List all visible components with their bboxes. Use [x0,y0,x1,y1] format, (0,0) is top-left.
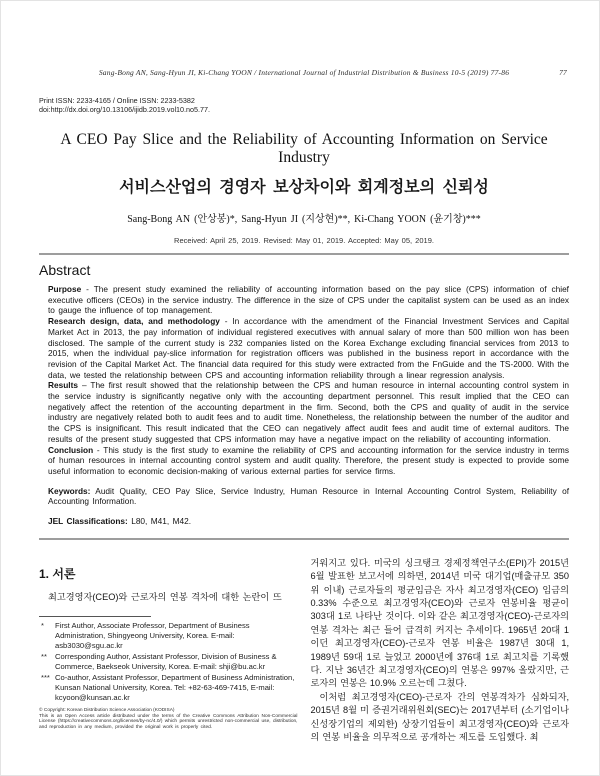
paragraph-text: - The present study examined the reliability of accounting information based on the pay slice (CPS) information of chief executive officers (CEOs) in the service industry. The difference in the size of CPS under the capitalist system can be used as an index to gauge the influence of top management. [48,284,569,316]
abstract-paragraph-conclusion [48,445,569,477]
page-header [39,68,569,77]
article-title-ko: 서비스산업의 경영자 보상차이와 회계정보의 신뢰성 [119,179,489,196]
abstract-heading: Abstract [39,262,91,278]
issn-block [39,96,569,114]
divider-abstract-bottom [39,538,569,540]
divider-top [39,253,569,255]
right-column [311,557,570,745]
authors-line: Sang-Bong AN (안상봉)*, Sang-Hyun JI (지상현)**, Ki-Chang YOON (윤기창)*** [127,214,481,225]
article-title-en: A CEO Pay Slice and the Reliability of Accounting Information on Service Industry [60,131,548,166]
section-1-heading: 1. 서론 [39,566,76,581]
jel-label: JEL Classifications: [48,516,128,527]
copyright-notice [39,708,298,730]
paragraph-text: - This study is the first study to examine the reliability of CPS and accounting information for the service industry in terms of human resources in internal accounting control system and audit quality. Therefore, the present study is expected to provide some useful information to economic decision-making of various external parties for service firms. [48,444,569,476]
paragraph-text: – The first result showed that the relationship between the CPS and human resource in internal accounting control system in the service industry is significantly negative only with the accounting department personnel. This result implied that the CEO can negatively affect the retention of the accounting department in the firm. Second, both the CPS and quality of audit in the service industry are negatively related both to audit fees and to audit time. Nonetheless, the relationship between the number of the auditor and the CPS is insignificant. This result indicated that the CEO can negatively affect audit fees and audit time of external auditors. The results of the present study suggested that CPS information may have a negative impact on the reliability of accounting information. [48,380,569,444]
footnote-item [39,652,298,672]
footnote-item [39,673,298,703]
footnote-marker: ** [41,651,47,661]
paragraph-text: - In accordance with the amendment of the Financial Investment Services and Capital Market Act in 2013, the pay information of individual registered executives with annual salary of more than 500 million won has been disclosed. The sample of the current study is 232 companies listed on the Korea Exchange excluding financial services from 2013 to 2015, when the individual pay-slice information for registration officers was published in the business report in accordance with the revision of the Capital Market Act. The financial data required for this study were extracted from the FnGuide and the TS-2000. With the data, we tested the relationship between CPS and accounting information reliability through a linear regression analysis. [48,316,569,380]
intro-paragraph: 최고경영자(CEO)와 근로자의 연봉 격차에 대한 논란이 뜨 [48,591,282,602]
paragraph-label: Research design, data, and methodology [48,316,220,327]
keywords-line [48,486,569,507]
body-paragraph: 거워지고 있다. 미국의 싱크탱크 경제정책연구소(EPI)가 2015년 6월 발표한 보고서에 의하면, 2014년 미국 대기업(매출규모 350위 이내) 근로자들의 평균임금은 자사 최고경영자(CEO) 임금의 0.33% 수준으로 최고경영자(CEO)와 근로자 연봉비율 평균이 303대 1로 나타난 것이다. 이와 같은 최고경영자(CEO)-근로자의 연봉 격차는 최근 들어 급격히 커지는 추세이다. 1965년 20대 1이던 최고경영자(CEO)-근로자 연봉 비율은 1987년 30대 1, 1989년 59대 1로 늘었고 2000년에 376대 1로 최고치를 기록했다. 지난 36년간 최고경영자(CEO)의 연봉은 997% 올랐지만, 근로자의 연봉은 10.9% 오르는데 그쳤다. [310,557,569,689]
issn-line: Print ISSN: 2233-4165 / Online ISSN: 2233-5382 [39,96,195,105]
jel-line [48,516,569,527]
paragraph-label: Purpose [48,284,82,294]
paragraph-label: Conclusion [48,444,94,455]
abstract-paragraph-methodology [48,316,569,380]
jel-text: L80, M41, M42. [127,516,192,527]
abstract-paragraph-purpose [48,284,569,316]
body-paragraph: 이처럼 최고경영자(CEO)-근로자 간의 연봉격차가 심화되자, 2015년 8월 미 증권거래위원회(SEC)는 2017년부터 (소기업이나 신성장기업의 제외한) 상장기업들이 최고경영자(CEO)와 근로자의 연봉 비율을 의무적으로 공개하는 제도를 도입했다. 최 [310,691,569,743]
footnote-text: Co-author, Assistant Professor, Department of Business Administration, Kunsan National University, Korea. Tel: +82-63-469-7415, E-mail: kcyoon@kunsan.ac.kr [55,672,295,702]
doi-line: doi:http://dx.doi.org/10.13106/ijidb.2019.vol10.no5.77. [39,105,211,114]
copyright-line1: © Copyright: Korean Distribution Science Association (KODISA) [39,707,175,713]
footnote-marker: * [41,620,44,630]
paragraph-label: Results [48,380,78,391]
footnote-text: First Author, Associate Professor, Department of Business Administration, Shingyeong University, Korea. E-mail: asb3030@sgu.ac.kr [55,620,250,650]
page-number: 77 [559,68,567,77]
footnote-item [39,621,298,651]
copyright-line2: This is an Open Access article distributed under the terms of the Creative Commons Attribution Non-Commercial License (https://creativecommons.org/licenses/by-nc/4.0/) which permits unrestricted non-commercial use, distribution, and reproduction in any medium, provided the original work is properly cited. [39,713,298,730]
abstract-paragraph-results [48,380,569,444]
keywords-text: Audit Quality, CEO Pay Slice, Service Industry, Human Resource in Internal Accounting Control System, Reliability of Accounting Information. [48,485,569,507]
left-column [39,557,298,745]
footnote-marker: *** [41,672,50,682]
dates-line: Received: April 25, 2019. Revised: May 01, 2019. Accepted: May 05, 2019. [174,236,434,245]
keywords-label: Keywords: [48,485,91,496]
footnote-rule [39,616,151,617]
abstract-body [48,284,569,527]
running-title: Sang-Bong AN, Sang-Hyun JI, Ki-Chang YOON / International Journal of Industrial Distribution & Business 10-5 (2019) 77-86 [98,68,510,77]
two-column-body [39,557,569,745]
page-content [39,1,569,744]
footnote-text: Corresponding Author, Assistant Professor, Division of Business & Commerce, Baekseok University, Korea. E-mail: shji@bu.ac.kr [55,651,277,671]
footnotes [39,621,298,703]
